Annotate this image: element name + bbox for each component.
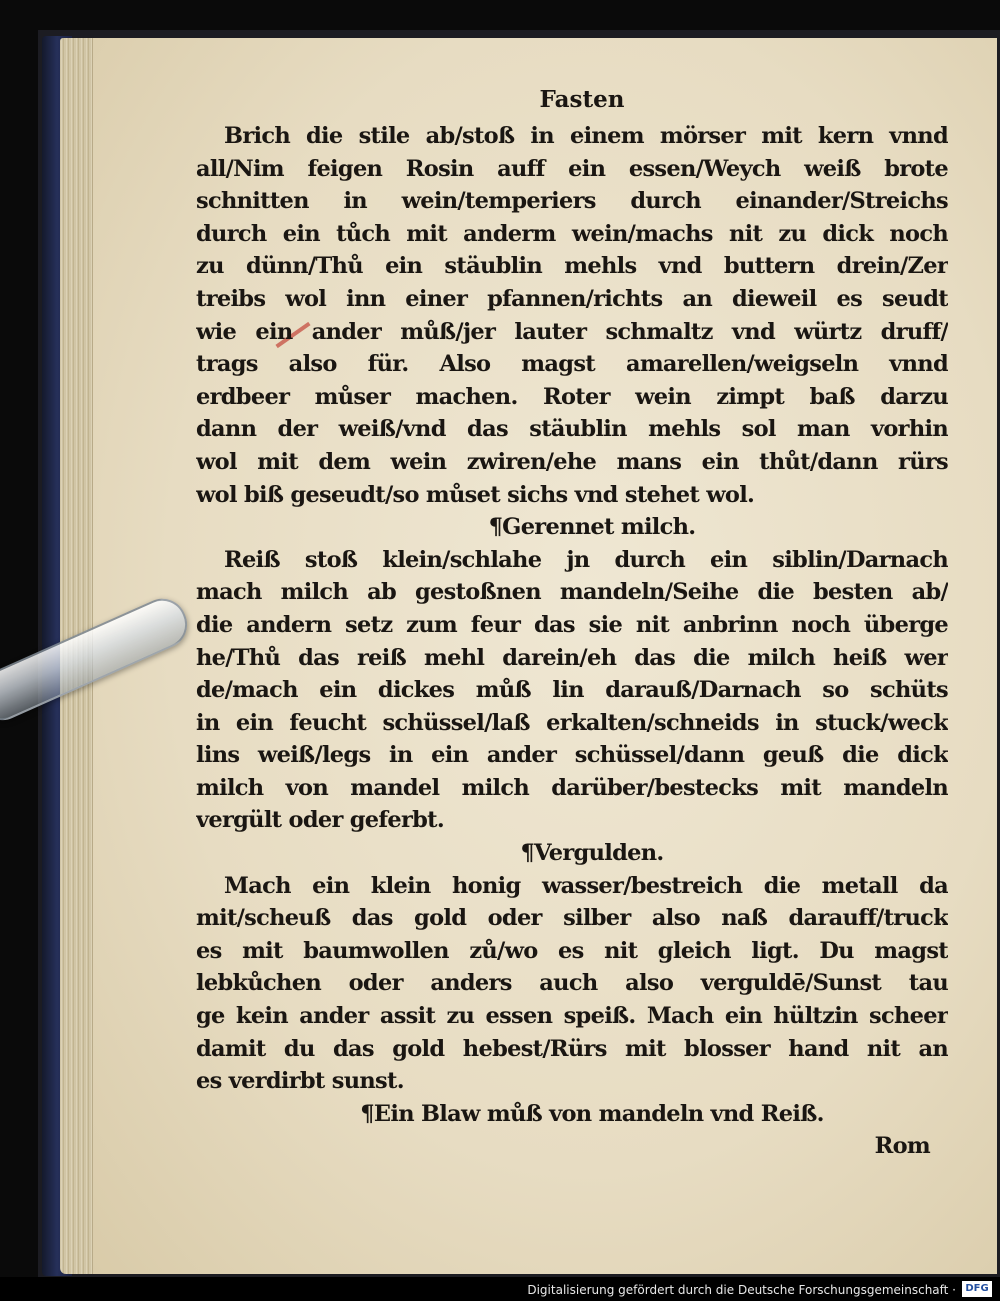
- section-heading: ¶Gerennet milch.: [488, 514, 696, 541]
- text-line: die andern setz zum feur das sie nit anbrinn noch überge: [196, 611, 948, 638]
- text-line: vergült oder geferbt.: [196, 807, 445, 834]
- running-head: Fasten: [539, 86, 625, 113]
- dfg-logo: DFG: [962, 1281, 992, 1297]
- text-line: mit/scheuß das gold oder silber also naß darauff/truck: [196, 905, 948, 932]
- text-line: es mit baumwollen zů/wo es nit gleich ligt. Du magst: [196, 937, 948, 964]
- text-line: mach milch ab gestoßnen mandeln/Seihe die besten ab/: [196, 579, 948, 606]
- catchword: Rom: [874, 1133, 930, 1160]
- text-line: Reiß stoß klein/schlahe jn durch ein siblin/Darnach: [224, 546, 948, 573]
- text-line: de/mach ein dickes můß lin darauß/Darnach so schüts: [196, 677, 948, 704]
- text-line: lebkůchen oder anders auch also verguldē/Sunst tau: [196, 970, 948, 997]
- text-line: treibs wol inn einer pfannen/richts an dieweil es seudt: [196, 285, 948, 312]
- text-line: erdbeer můser machen. Roter wein zimpt baß darzu: [196, 383, 948, 410]
- text-line: lins weiß/legs in ein ander schüssel/dann geuß die dick: [196, 742, 948, 769]
- footer-bar: [0, 1277, 1000, 1301]
- text-line: zu dünn/Thů ein stäublin mehls vnd buttern drein/Zer: [196, 253, 948, 280]
- section-heading: ¶Ein Blaw můß von mandeln vnd Reiß.: [360, 1100, 824, 1127]
- text-line: schnitten in wein/temperiers durch einander/Streichs: [196, 188, 948, 215]
- text-line: dann der weiß/vnd das stäublin mehls sol man vorhin: [196, 416, 948, 443]
- text-line: trags also für. Also magst amarellen/weigseln vnnd: [196, 351, 948, 378]
- text-line: milch von mandel milch darüber/bestecks mit mandeln: [196, 774, 948, 801]
- text-lines: [196, 120, 948, 1163]
- text-line: all/Nim feigen Rosin auff ein essen/Weych weiß brote: [196, 155, 948, 182]
- text-line: Brich die stile ab/stoß in einem mörser mit kern vnnd: [224, 123, 948, 149]
- footer-credit: Digitalisierung gefördert durch die Deutsche Forschungsgemeinschaft ·: [527, 1283, 956, 1297]
- text-line: es verdirbt sunst.: [196, 1068, 404, 1095]
- section-heading: ¶Vergulden.: [520, 840, 664, 867]
- text-line: wol biß geseudt/so můset sichs vnd stehet wol.: [196, 481, 755, 508]
- text-line: wol mit dem wein zwiren/ehe mans ein thůt/dann rürs: [196, 448, 948, 475]
- text-line: ge kein ander assit zu essen speiß. Mach ein hültzin scheer: [196, 1003, 948, 1030]
- text-line: damit du das gold hebest/Rürs mit blosser hand nit an: [196, 1035, 948, 1062]
- text-line: he/Thů das reiß mehl darein/eh das die milch heiß wer: [196, 644, 948, 671]
- text-line: wie ein ander můß/jer lauter schmaltz vnd würtz druff/: [196, 318, 948, 345]
- page-text: [196, 80, 948, 1163]
- text-line: in ein feucht schüssel/laß erkalten/schneids in stuck/weck: [196, 709, 948, 736]
- text-line: durch ein tůch mit anderm wein/machs nit zu dick noch: [196, 220, 948, 247]
- text-line: Mach ein klein honig wasser/bestreich die metall da: [224, 872, 948, 899]
